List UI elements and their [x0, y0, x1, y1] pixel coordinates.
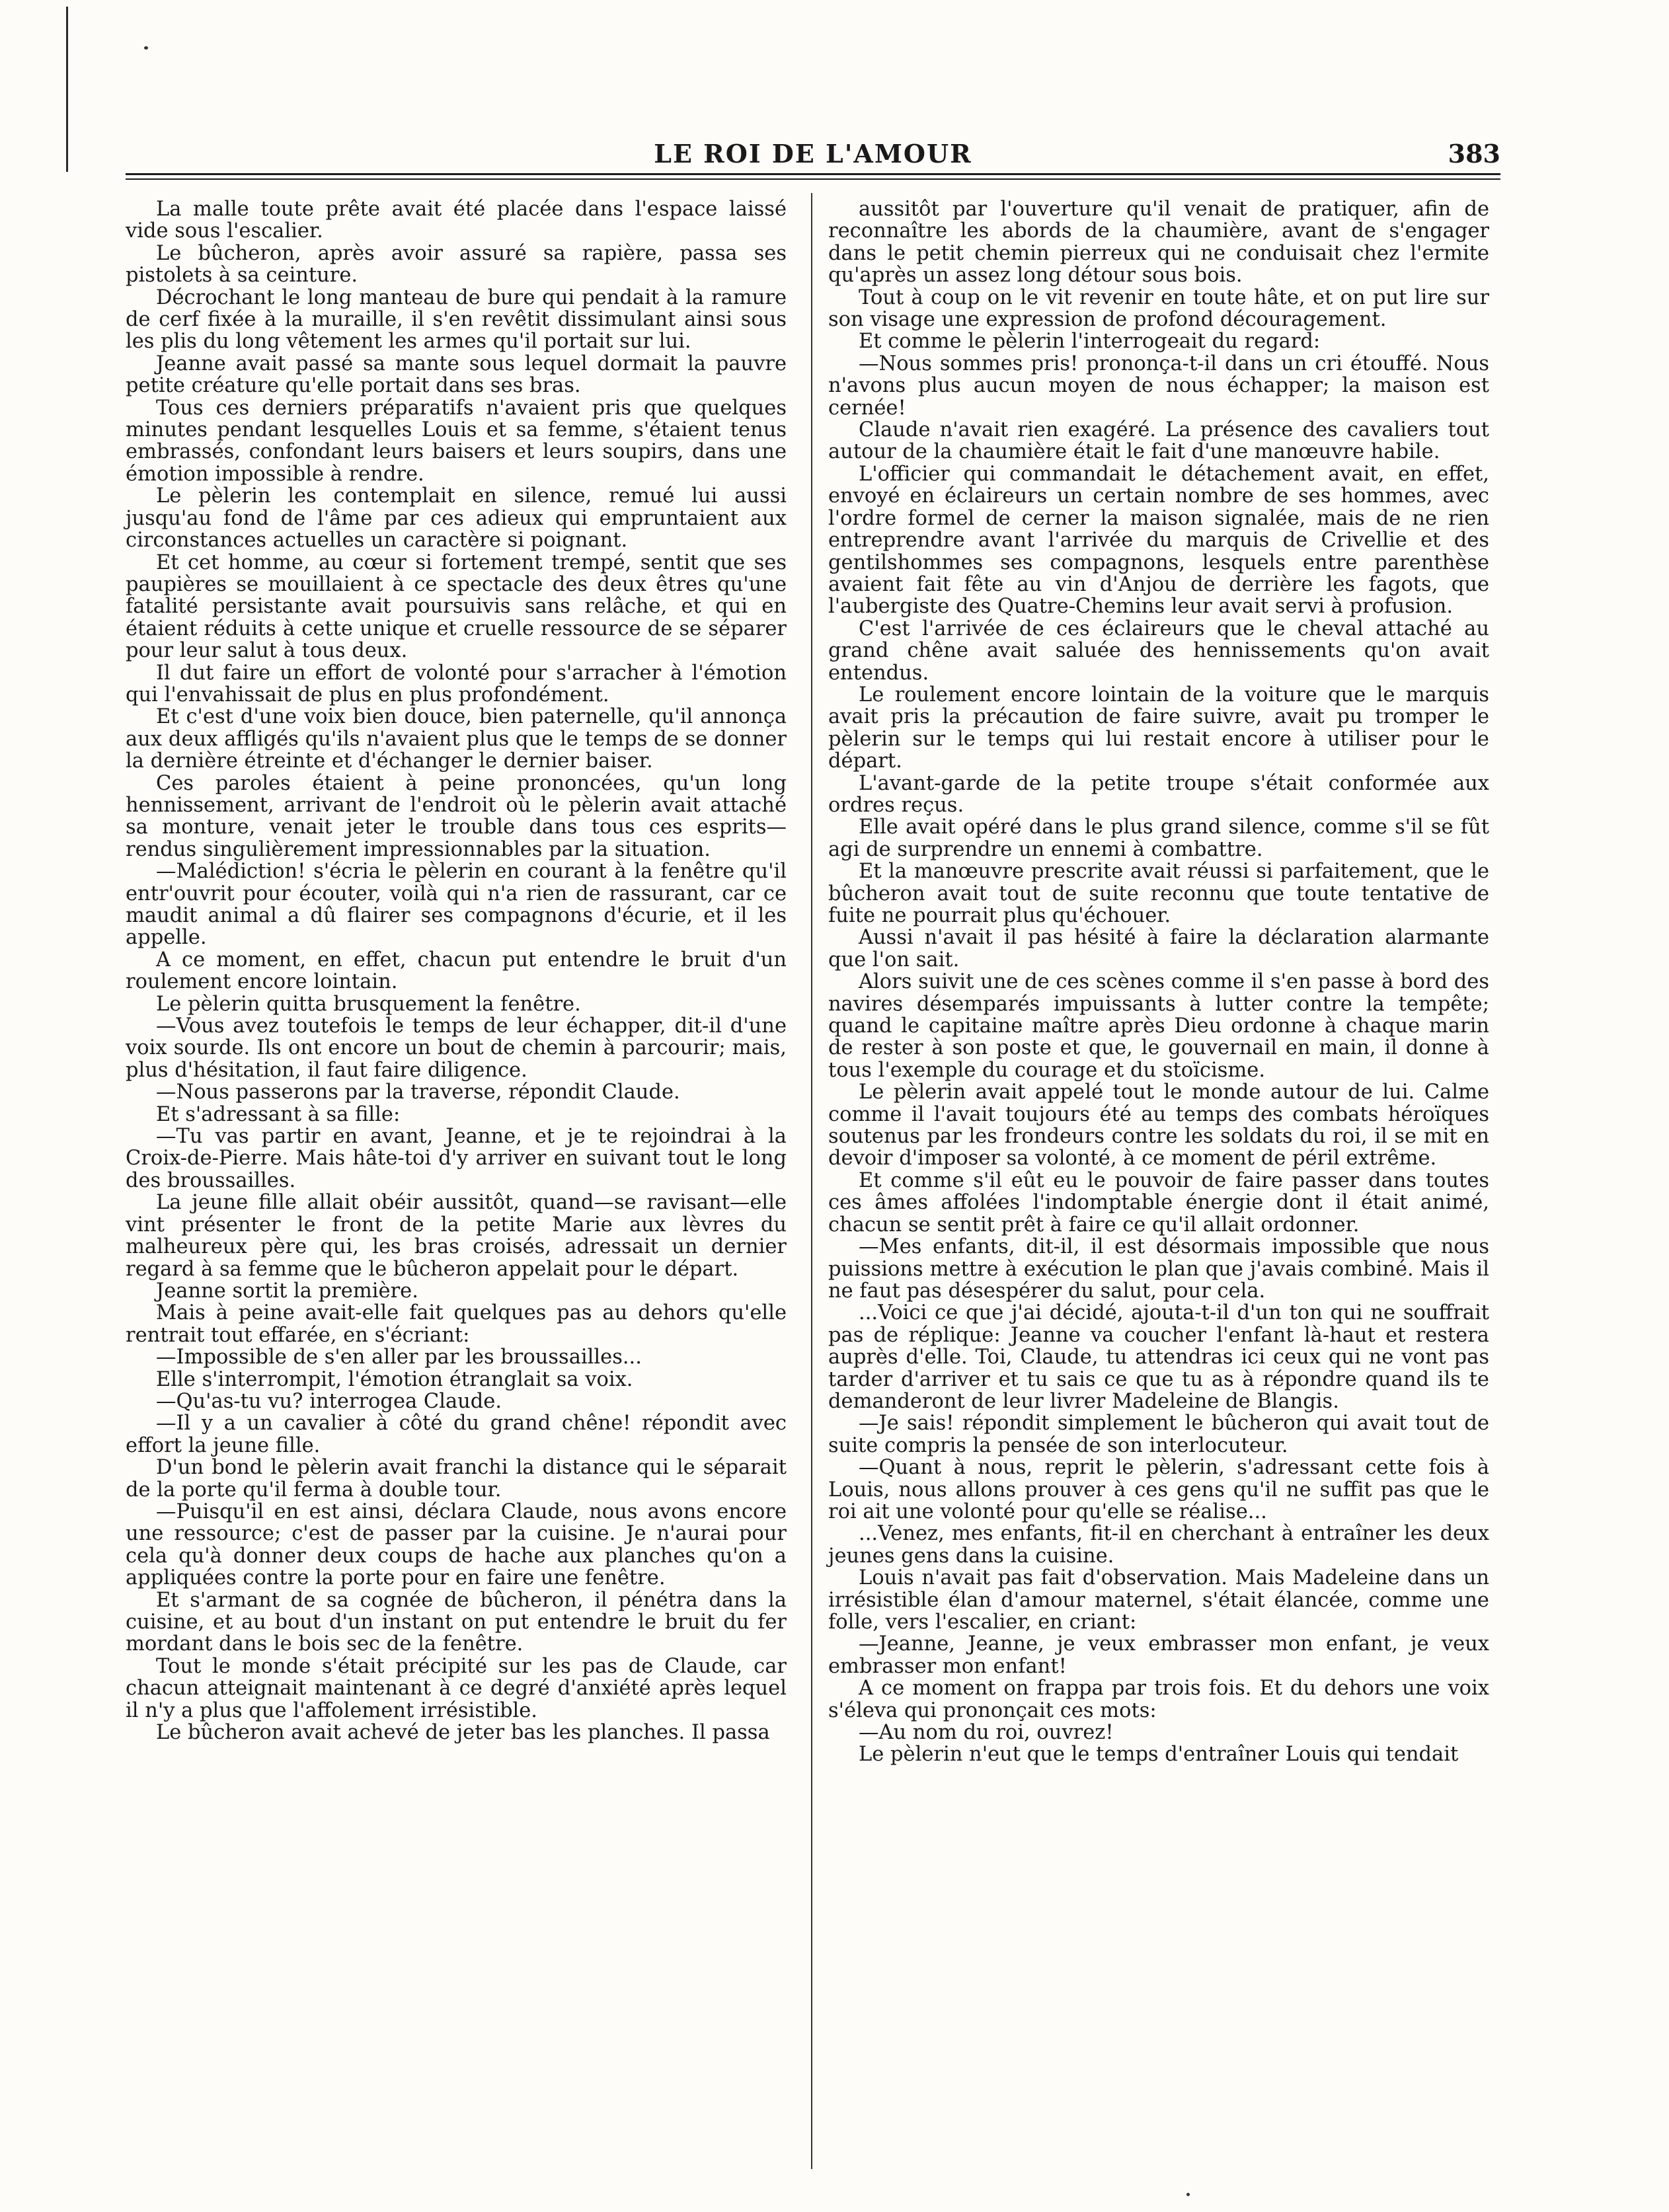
- paragraph: D'un bond le pèlerin avait franchi la distance qui le séparait de la porte qu'il ferma à double tour.: [126, 1456, 787, 1502]
- paragraph: —Qu'as-tu vu? interrogea Claude.: [156, 1389, 502, 1413]
- running-header: [126, 139, 1500, 171]
- paragraph: Ces paroles étaient à peine prononcées, qu'un long hennissement, arrivant de l'endroit où le pèlerin avait attaché sa monture, venait jeter le trouble dans tous ces esprits—rendus singulièrement impressionnables par la situation.: [126, 771, 787, 861]
- paragraph: Claude n'avait rien exagéré. La présence des cavaliers tout autour de la chaumière était le fait d'une manœuvre habile.: [828, 418, 1489, 464]
- paragraph: Et comme s'il eût eu le pouvoir de faire passer dans toutes ces âmes affolées l'indomptable énergie dont il était animé, chacun se sentit prêt à faire ce qu'il allait ordonner.: [828, 1168, 1489, 1237]
- ink-speck: [144, 46, 148, 50]
- paragraph: Le pèlerin avait appelé tout le monde autour de lui. Calme comme il l'avait toujours été au temps des combats héroïques soutenus par les frondeurs contre les soldats du roi, il se mit en devoir d'imposer sa volonté, à ce moment de péril extrême.: [828, 1081, 1489, 1170]
- paragraph: Et la manœuvre prescrite avait réussi si parfaitement, que le bûcheron avait tout de suite reconnu que toute tentative de fuite ne pourrait plus qu'échouer.: [828, 860, 1489, 927]
- header-rule: [126, 173, 1500, 175]
- margin-binding-line: [66, 7, 68, 172]
- left-column: [126, 198, 787, 1743]
- paragraph: Jeanne avait passé sa mante sous lequel dormait la pauvre petite créature qu'elle portait dans ses bras.: [126, 352, 787, 398]
- paragraph: —Nous passerons par la traverse, répondit Claude.: [156, 1081, 680, 1104]
- paragraph: ...Voici ce que j'ai décidé, ajouta-t-il d'un ton qui ne souffrait pas de réplique: Jeanne va coucher l'enfant là-haut et restera auprès d'elle. Toi, Claude, tu attendras ici ceux qui ne vont pas tarder d'arriver et tu sais ce que tu as à répondre quand ils te demanderont de leur livrer Madeleine de Blangis.: [828, 1301, 1489, 1413]
- paragraph: —Il y a un cavalier à côté du grand chêne! répondit avec effort la jeune fille.: [126, 1412, 787, 1457]
- paragraph: Le roulement encore lointain de la voiture que le marquis avait pris la précaution de faire suivre, avait pu tromper le pèlerin sur le temps qui lui restait encore à utiliser pour le départ.: [828, 683, 1489, 773]
- paragraph: Louis n'avait pas fait d'observation. Mais Madeleine dans un irrésistible élan d'amour maternel, s'était élancée, comme une folle, vers l'escalier, en criant:: [828, 1566, 1489, 1634]
- paragraph: L'avant-garde de la petite troupe s'était conformée aux ordres reçus.: [828, 771, 1489, 817]
- paragraph: ...Venez, mes enfants, fit-il en cherchant à entraîner les deux jeunes gens dans la cuisine.: [828, 1522, 1489, 1568]
- paragraph: —Malédiction! s'écria le pèlerin en courant à la fenêtre qu'il entr'ouvrit pour écouter, voilà qui n'a rien de rassurant, car ce maudit animal a dû flairer ses compagnons d'écurie, et il les appelle.: [126, 860, 787, 950]
- paragraph: Le bûcheron, après avoir assuré sa rapière, passa ses pistolets à sa ceinture.: [126, 241, 787, 287]
- paragraph: Elle avait opéré dans le plus grand silence, comme s'il se fût agi de surprendre un ennemi à combattre.: [828, 816, 1489, 861]
- paragraph: Et cet homme, au cœur si fortement trempé, sentit que ses paupières se mouillaient à ce spectacle des deux êtres qu'une fatalité persistante avait poursuivis sans relâche, et qui en étaient réduits à cette unique et cruelle ressource de se séparer pour leur salut à tous deux.: [126, 551, 787, 663]
- paragraph: Tous ces derniers préparatifs n'avaient pris que quelques minutes pendant lesquelles Louis et sa femme, s'étaient tenus embrassés, confondant leurs baisers et leurs soupirs, dans une émotion impossible à rendre.: [126, 396, 787, 486]
- paragraph: Il dut faire un effort de volonté pour s'arracher à l'émotion qui l'envahissait de plus en plus profondément.: [126, 661, 787, 706]
- paragraph: Et c'est d'une voix bien douce, bien paternelle, qu'il annonça aux deux affligés qu'ils n'avaient plus que le temps de se donner la dernière étreinte et d'échanger le dernier baiser.: [126, 705, 787, 773]
- paragraph: Le bûcheron avait achevé de jeter bas les planches. Il passa: [156, 1721, 770, 1745]
- paragraph: aussitôt par l'ouverture qu'il venait de pratiquer, afin de reconnaître les abords de la chaumière, avant de s'engager dans le petit chemin pierreux qui ne conduisait chez l'ermite qu'après un assez long détour sous bois.: [828, 198, 1489, 287]
- paragraph: A ce moment, en effet, chacun put entendre le bruit d'un roulement encore lointain.: [126, 948, 787, 994]
- paragraph: L'officier qui commandait le détachement avait, en effet, envoyé en éclaireurs un certain nombre de ses hommes, avec l'ordre formel de cerner la maison signalée, mais de ne rien entreprendre avant l'arrivée du marquis de Crivellie et des gentilshommes ses compagnons, lesquels entre parenthèse avaient fait fête au vin d'Anjou de derrière les fagots, que l'aubergiste des Quatre-Chemins leur avait servi à profusion.: [828, 462, 1489, 619]
- paragraph: La malle toute prête avait été placée dans l'espace laissé vide sous l'escalier.: [126, 198, 787, 243]
- running-title: LE ROI DE L'AMOUR: [654, 139, 972, 169]
- paragraph: —Tu vas partir en avant, Jeanne, et je te rejoindrai à la Croix-de-Pierre. Mais hâte-toi d'y arriver en suivant tout le long des broussailles.: [126, 1125, 787, 1192]
- paragraph: —Je sais! répondit simplement le bûcheron qui avait tout de suite compris la pensée de son interlocuteur.: [828, 1412, 1489, 1457]
- paragraph: Et comme le pèlerin l'interrogeait du regard:: [859, 330, 1321, 354]
- paragraph: —Vous avez toutefois le temps de leur échapper, dit-il d'une voix sourde. Ils ont encore un bout de chemin à parcourir; mais, plus d'hésitation, il faut faire diligence.: [126, 1014, 787, 1082]
- paragraph: —Mes enfants, dit-il, il est désormais impossible que nous puissions mettre à exécution le plan que j'avais combiné. Mais il ne faut pas désespérer du salut, pour cela.: [828, 1235, 1489, 1303]
- paragraph: Alors suivit une de ces scènes comme il s'en passe à bord des navires désemparés impuissants à lutter contre la tempête; quand le capitaine maître après Dieu ordonne à chaque marin de rester à son poste et que, le gouvernail en main, il donne à tous l'exemple du courage et du stoïcisme.: [828, 970, 1489, 1082]
- page-number: 383: [1448, 139, 1500, 169]
- paragraph: Elle s'interrompit, l'émotion étranglait sa voix.: [156, 1367, 633, 1391]
- paragraph: Le pèlerin les contemplait en silence, remué lui aussi jusqu'au fond de l'âme par ces adieux qui empruntaient aux circonstances actuelles un caractère si poignant.: [126, 484, 787, 553]
- paragraph: Décrochant le long manteau de bure qui pendait à la ramure de cerf fixée à la muraille, il s'en revêtit dissimulant ainsi sous les plis du long vêtement les armes qu'il portait sur lui.: [126, 286, 787, 354]
- paragraph: Le pèlerin quitta brusquement la fenêtre.: [156, 992, 581, 1016]
- paragraph: Aussi n'avait il pas hésité à faire la déclaration alarmante que l'on sait.: [828, 926, 1489, 972]
- right-column: [828, 198, 1489, 1766]
- paragraph: Le pèlerin n'eut que le temps d'entraîner Louis qui tendait: [859, 1743, 1459, 1767]
- paragraph: Jeanne sortit la première.: [156, 1279, 418, 1303]
- column-separator: [811, 193, 812, 2169]
- paragraph: C'est l'arrivée de ces éclaireurs que le cheval attaché au grand chêne avait saluée des hennissements qu'on avait entendus.: [828, 617, 1489, 685]
- paragraph: —Impossible de s'en aller par les broussailles...: [156, 1346, 642, 1369]
- paragraph: —Jeanne, Jeanne, je veux embrasser mon enfant, je veux embrasser mon enfant!: [828, 1632, 1489, 1678]
- paragraph: Et s'armant de sa cognée de bûcheron, il pénétra dans la cuisine, et au bout d'un instant on put entendre le bruit du fer mordant dans le bois sec de la fenêtre.: [126, 1588, 787, 1656]
- paragraph: Tout à coup on le vit revenir en toute hâte, et on put lire sur son visage une expression de profond découragement.: [828, 286, 1489, 332]
- paragraph: —Puisqu'il en est ainsi, déclara Claude, nous avons encore une ressource; c'est de passer par la cuisine. Je n'aurai pour cela qu'à donner deux coups de hache aux planches qu'on a appliquées contre la porte pour en faire une fenêtre.: [126, 1500, 787, 1590]
- header-rule: [126, 178, 1500, 180]
- paragraph: —Nous sommes pris! prononça-t-il dans un cri étouffé. Nous n'avons plus aucun moyen de nous échapper; la maison est cernée!: [828, 352, 1489, 420]
- paragraph: Et s'adressant à sa fille:: [156, 1102, 401, 1126]
- ink-speck: [1186, 2193, 1190, 2196]
- paragraph: Tout le monde s'était précipité sur les pas de Claude, car chacun atteignait maintenant à ce degré d'anxiété après lequel il n'y a plus que l'affolement irrésistible.: [126, 1654, 787, 1722]
- paragraph: —Quant à nous, reprit le pèlerin, s'adressant cette fois à Louis, nous allons prouver à ces gens qu'il ne suffit pas que le roi ait une volonté pour qu'elle se réalise...: [828, 1456, 1489, 1523]
- paragraph: A ce moment on frappa par trois fois. Et du dehors une voix s'éleva qui prononçait ces mots:: [828, 1677, 1489, 1722]
- paragraph: La jeune fille allait obéir aussitôt, quand—se ravisant—elle vint présenter le front de la petite Marie aux lèvres du malheureux père qui, les bras croisés, adressait un dernier regard à sa femme que le bûcheron appelait pour le départ.: [126, 1191, 787, 1281]
- paragraph: Mais à peine avait-elle fait quelques pas au dehors qu'elle rentrait tout effarée, en s'écriant:: [126, 1301, 787, 1347]
- paragraph: —Au nom du roi, ouvrez!: [859, 1721, 1114, 1745]
